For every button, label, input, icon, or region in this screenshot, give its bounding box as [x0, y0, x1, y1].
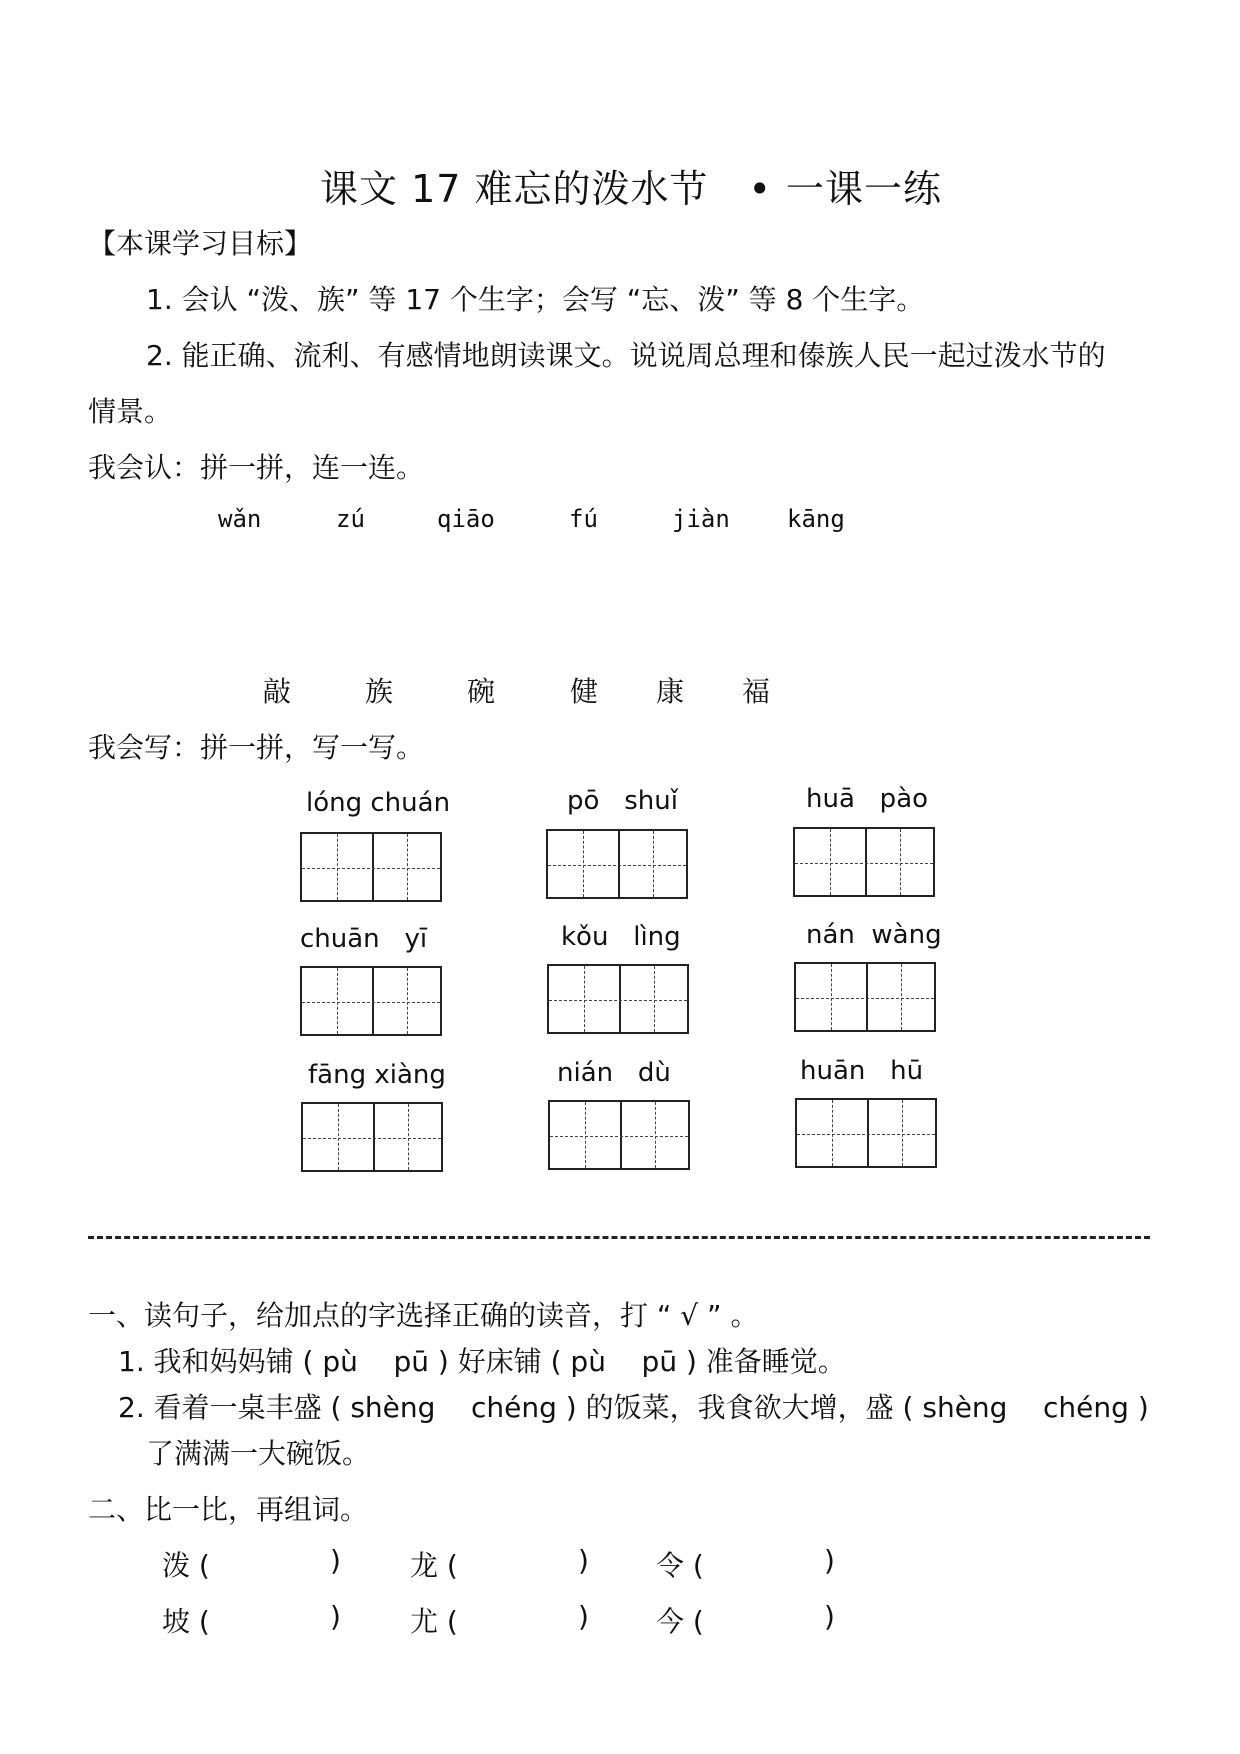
compare-item: 令 (: [656, 1549, 704, 1582]
write-pinyin: chuān yī: [300, 924, 428, 954]
writing-grid[interactable]: [546, 829, 688, 899]
character-item: 康: [656, 675, 685, 708]
writing-grid[interactable]: [301, 1102, 443, 1172]
character-item: 碗: [467, 675, 496, 708]
goals-heading: 【本课学习目标】: [88, 227, 313, 260]
write-pinyin: huān hū: [800, 1056, 924, 1086]
compare-close: ): [330, 1544, 341, 1577]
character-item: 健: [570, 675, 599, 708]
pinyin-item: zú: [336, 505, 365, 533]
compare-close: ): [578, 1600, 589, 1633]
compare-close: ): [824, 1544, 835, 1577]
character-item: 族: [365, 675, 394, 708]
recognize-heading: 我会认：拼一拼，连一连。: [88, 451, 425, 484]
character-item: 福: [742, 675, 771, 708]
goal-item-2-cont: 情景。: [88, 395, 173, 428]
pinyin-item: fú: [569, 505, 598, 533]
pinyin-item: jiàn: [672, 505, 730, 533]
write-pinyin: nián dù: [557, 1058, 671, 1088]
goal-item-2: 2. 能正确、流利、有感情地朗读课文。说说周总理和傣族人民一起过泼水节的: [146, 339, 1106, 372]
compare-close: ): [578, 1544, 589, 1577]
section1-question-2-cont: 了满满一大碗饭。: [146, 1437, 371, 1470]
pinyin-item: qiāo: [437, 505, 495, 533]
writing-grid[interactable]: [548, 1100, 690, 1170]
compare-close: ): [824, 1600, 835, 1633]
compare-item: 尤 (: [410, 1605, 458, 1638]
dash-dot-separator: [88, 1236, 1150, 1239]
write-pinyin: lóng chuán: [306, 788, 451, 818]
writing-grid[interactable]: [795, 1098, 937, 1168]
compare-item: 泼 (: [162, 1549, 210, 1582]
character-item: 敲: [263, 675, 292, 708]
writing-grid[interactable]: [547, 964, 689, 1034]
goal-item-1: 1. 会认 “泼、族” 等 17 个生字；会写 “忘、泼” 等 8 个生字。: [146, 283, 925, 316]
writing-grid[interactable]: [300, 832, 442, 902]
section2-heading: 二、比一比，再组词。: [88, 1493, 369, 1526]
pinyin-item: kāng: [787, 505, 845, 533]
page-title: [320, 158, 942, 213]
title-main: 课文 17 难忘的泼水节: [320, 167, 709, 211]
write-pinyin: pō shuǐ: [567, 786, 678, 816]
write-pinyin: nán wàng: [806, 920, 942, 950]
section1-heading: 一、读句子，给加点的字选择正确的读音，打 “ √ ” 。: [88, 1299, 759, 1332]
writing-grid[interactable]: [300, 966, 442, 1036]
write-pinyin: huā pào: [806, 784, 929, 814]
writing-grid[interactable]: [793, 827, 935, 897]
writing-grid[interactable]: [794, 962, 936, 1032]
write-heading: 我会写：拼一拼，写一写。: [88, 731, 425, 764]
section1-question-1: 1. 我和妈妈铺 ( pù pū ) 好床铺 ( pù pū ) 准备睡觉。: [118, 1345, 846, 1378]
title-suffix: 一课一练: [785, 167, 942, 211]
compare-item: 龙 (: [410, 1549, 458, 1582]
title-dot: •: [748, 167, 772, 211]
compare-item: 坡 (: [162, 1605, 210, 1638]
pinyin-item: wǎn: [218, 505, 262, 533]
write-pinyin: fāng xiàng: [308, 1060, 446, 1090]
compare-close: ): [330, 1600, 341, 1633]
compare-item: 今 (: [656, 1605, 704, 1638]
write-pinyin: kǒu lìng: [561, 922, 681, 952]
section1-question-2: 2. 看着一桌丰盛 ( shèng chéng ) 的饭菜，我食欲大增，盛 ( shèng chéng ): [118, 1391, 1149, 1424]
